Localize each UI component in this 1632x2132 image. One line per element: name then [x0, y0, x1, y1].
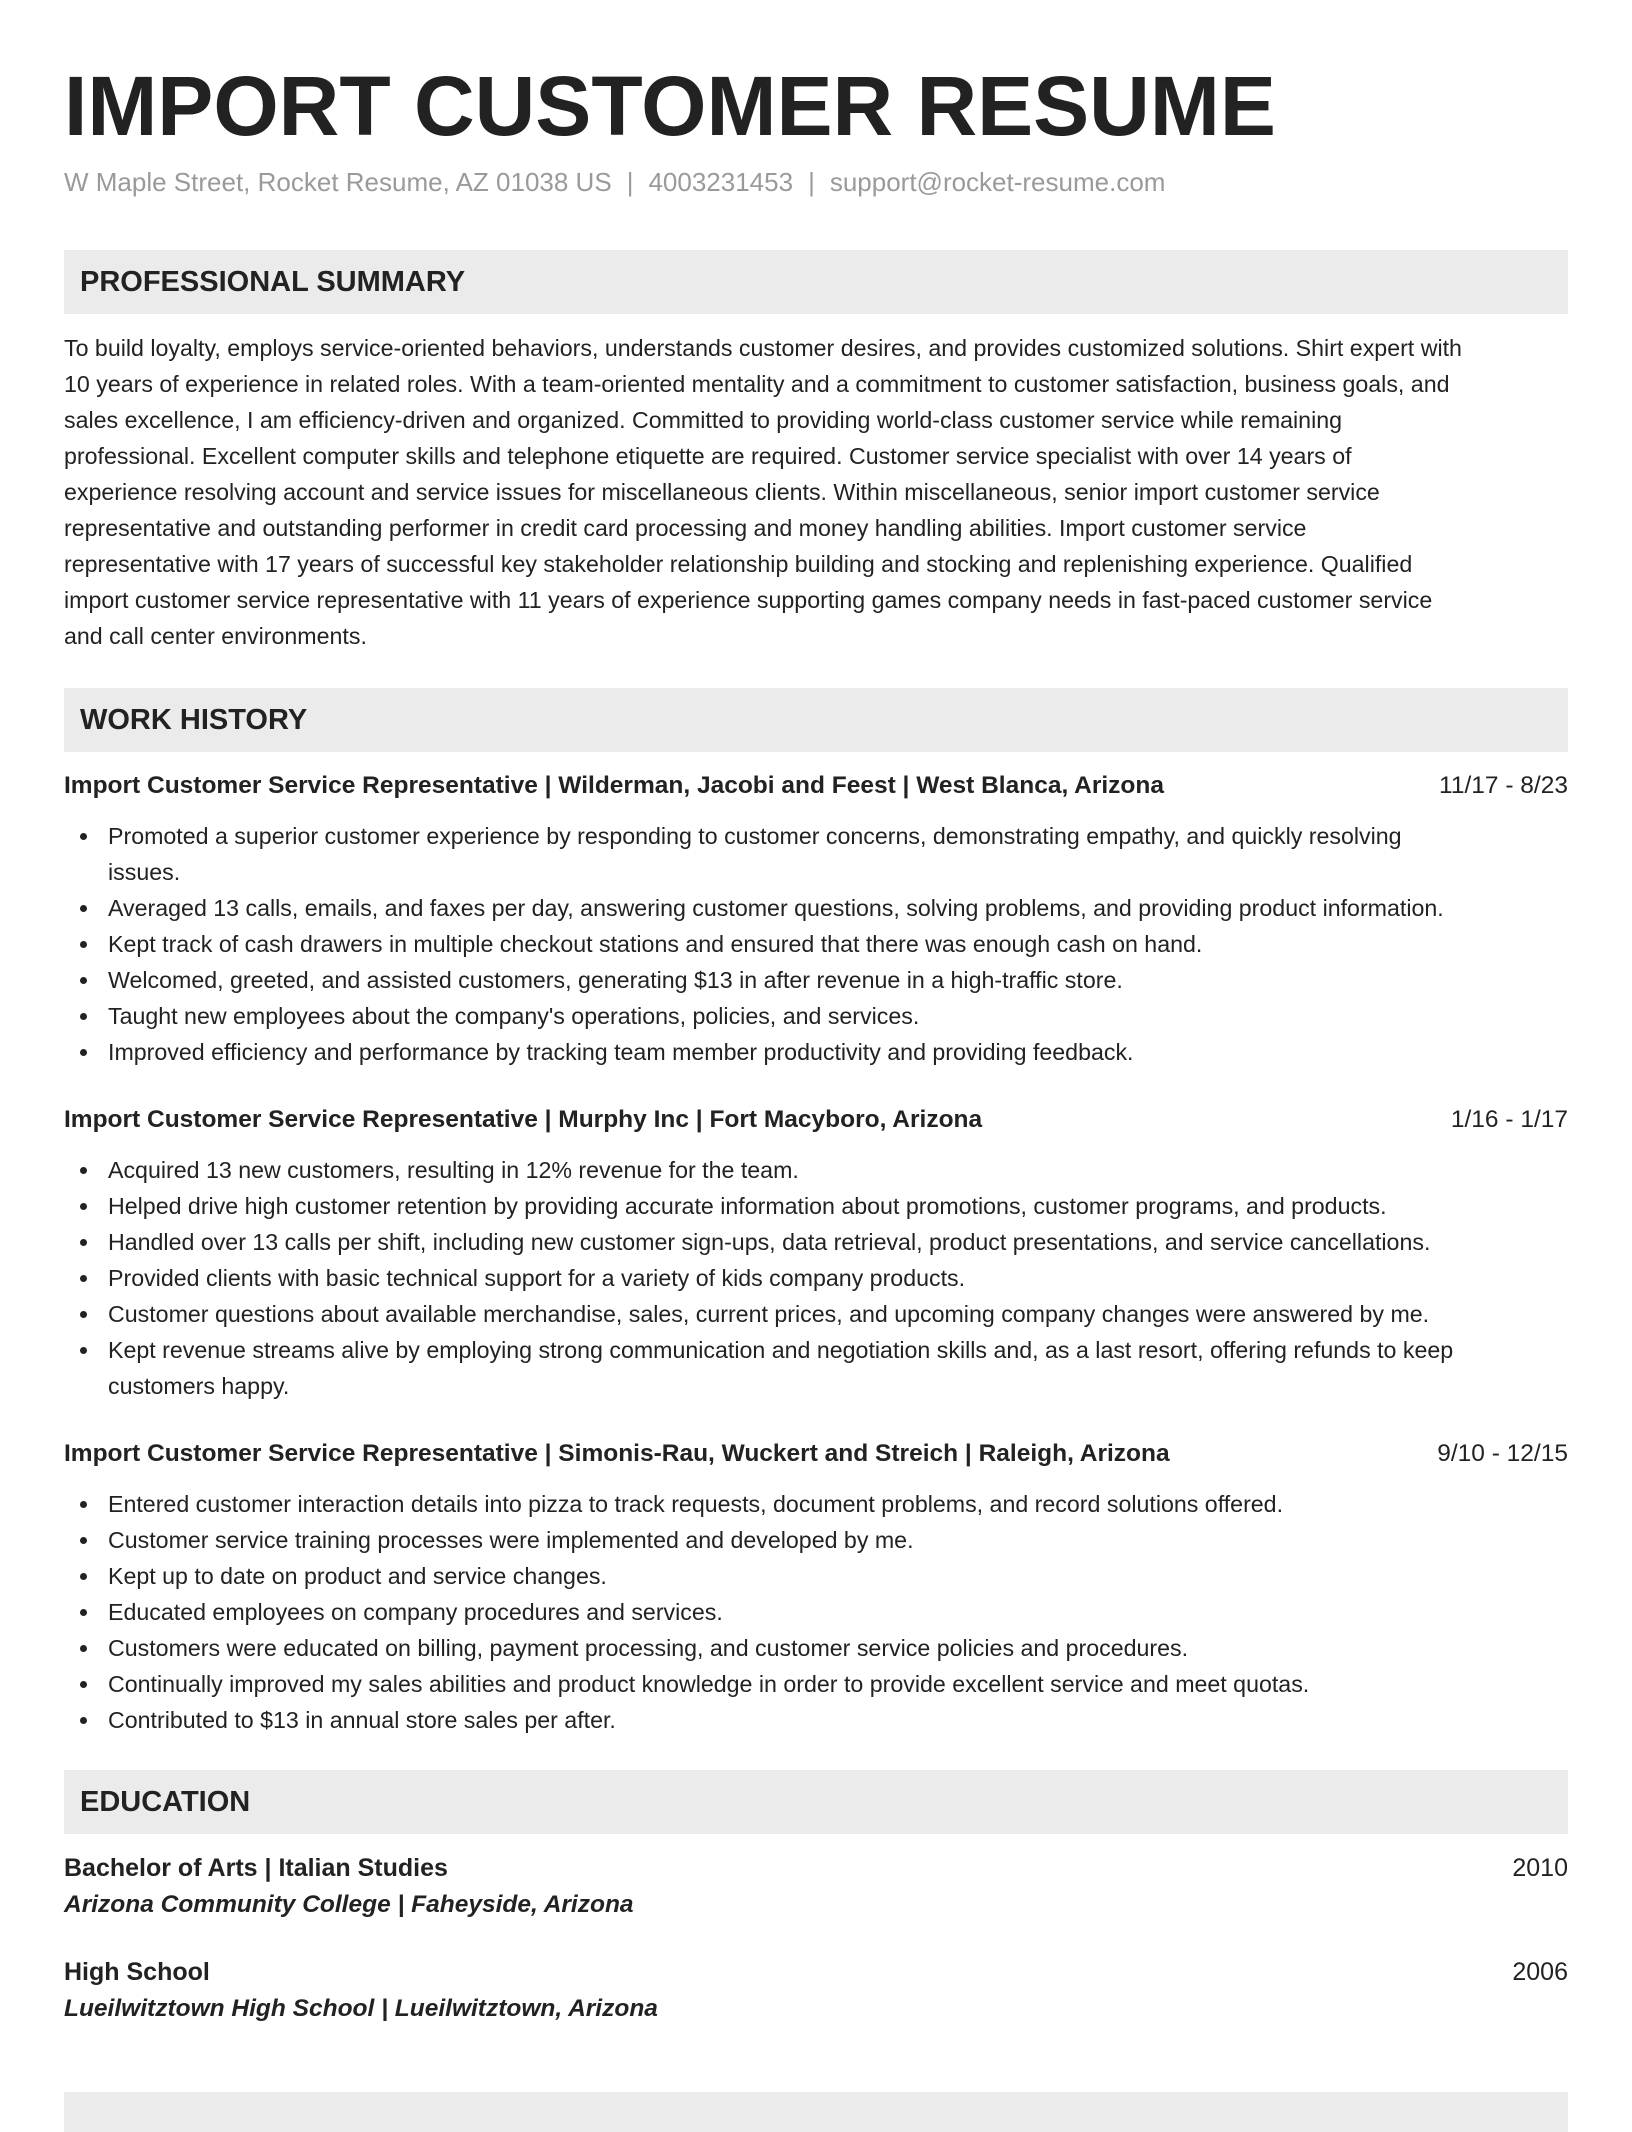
bullet-text: Handled over 13 calls per shift, including new customer sign-ups, data retrieval, product presentations, and service cancellations.	[108, 1229, 1431, 1255]
summary-line: experience resolving account and service issues for miscellaneous clients. Within miscellaneous, senior import customer service	[64, 479, 1380, 505]
bullet-text: Entered customer interaction details into pizza to track requests, document problems, and record solutions offered.	[108, 1491, 1284, 1517]
bullet-item	[64, 1260, 1568, 1296]
bullet-item	[64, 1558, 1568, 1594]
job-entry	[64, 768, 1568, 1070]
bullet-text: Welcomed, greeted, and assisted customers, generating $13 in after revenue in a high-traffic store.	[108, 967, 1123, 993]
contact-separator: |	[808, 167, 815, 197]
contact-phone: 4003231453	[648, 167, 794, 197]
bullet-text: Customers were educated on billing, payment processing, and customer service policies and procedures.	[108, 1635, 1189, 1661]
job-title: Import Customer Service Representative | Simonis-Rau, Wuckert and Streich | Raleigh, Arizona	[64, 1440, 1170, 1467]
education-school: Lueilwitztown High School | Lueilwitztown, Arizona	[64, 1995, 658, 2022]
job-entry	[64, 1102, 1568, 1404]
job-dates: 9/10 - 12/15	[1437, 1440, 1568, 1467]
resume-name: IMPORT CUSTOMER RESUME	[64, 59, 1276, 153]
bullet-text: Contributed to $13 in annual store sales per after.	[108, 1707, 616, 1733]
job-header	[64, 1436, 1568, 1472]
job-title: Import Customer Service Representative | Wilderman, Jacobi and Feest | West Blanca, Arizona	[64, 772, 1164, 799]
bullet-item	[64, 1034, 1568, 1070]
bullet-item	[64, 998, 1568, 1034]
education-degree: High School	[64, 1958, 210, 1986]
bullet-text: Customer questions about available merchandise, sales, current prices, and upcoming company changes were answered by me.	[108, 1301, 1430, 1327]
bullet-item	[64, 890, 1568, 926]
resume-page	[64, 0, 1568, 2028]
bullet-text: Acquired 13 new customers, resulting in 12% revenue for the team.	[108, 1157, 799, 1183]
job-bullets	[64, 818, 1568, 1070]
job-header	[64, 768, 1568, 804]
contact-address: W Maple Street, Rocket Resume, AZ 01038 US	[64, 167, 612, 197]
bullet-text: Provided clients with basic technical support for a variety of kids company products.	[108, 1265, 966, 1291]
bullet-item	[64, 1666, 1568, 1702]
section-header-summary: PROFESSIONAL SUMMARY	[64, 250, 1568, 314]
summary-line: professional. Excellent computer skills and telephone etiquette are required. Customer service specialist with over 14 years of	[64, 443, 1352, 469]
summary-line: import customer service representative with 11 years of experience supporting games company needs in fast-paced customer service	[64, 587, 1433, 613]
job-title: Import Customer Service Representative | Murphy Inc | Fort Macyboro, Arizona	[64, 1106, 983, 1133]
bullet-text-continued: issues.	[108, 859, 181, 885]
bullet-text: Helped drive high customer retention by providing accurate information about promotions, customer programs, and products.	[108, 1193, 1387, 1219]
education-year: 2006	[1512, 1958, 1568, 1986]
bullet-text: Taught new employees about the company's operations, policies, and services.	[108, 1003, 920, 1029]
education-year: 2010	[1512, 1854, 1568, 1882]
contact-line	[64, 166, 1568, 198]
job-dates: 1/16 - 1/17	[1450, 1106, 1568, 1133]
next-section-band	[64, 2092, 1568, 2132]
job-bullets	[64, 1152, 1568, 1404]
summary-line: 10 years of experience in related roles. With a team-oriented mentality and a commitment to customer satisfaction, business goals, and	[64, 371, 1450, 397]
bullet-text: Averaged 13 calls, emails, and faxes per day, answering customer questions, solving problems, and providing product information.	[108, 895, 1444, 921]
education-degree: Bachelor of Arts | Italian Studies	[64, 1854, 448, 1882]
bullet-text: Kept track of cash drawers in multiple checkout stations and ensured that there was enough cash on hand.	[108, 931, 1203, 957]
summary-line: and call center environments.	[64, 623, 367, 649]
job-dates: 11/17 - 8/23	[1439, 772, 1568, 799]
bullet-item	[64, 962, 1568, 998]
bullet-text: Improved efficiency and performance by tracking team member productivity and providing feedback.	[108, 1039, 1134, 1065]
bullet-item	[64, 1296, 1568, 1332]
summary-line: representative and outstanding performer in credit card processing and money handling abilities. Import customer service	[64, 515, 1307, 541]
bullet-item	[64, 1486, 1568, 1522]
bullet-text: Continually improved my sales abilities and product knowledge in order to provide excellent service and meet quotas.	[108, 1671, 1310, 1697]
job-header	[64, 1102, 1568, 1138]
education-school: Arizona Community College | Faheyside, Arizona	[64, 1891, 634, 1918]
bullet-item	[64, 1630, 1568, 1666]
job-bullets	[64, 1486, 1568, 1738]
bullet-text: Kept up to date on product and service changes.	[108, 1563, 607, 1589]
bullet-item	[64, 1522, 1568, 1558]
bullet-item	[64, 1224, 1568, 1260]
summary-text	[64, 330, 1568, 654]
section-header-education: EDUCATION	[64, 1770, 1568, 1834]
bullet-item	[64, 1188, 1568, 1224]
contact-separator: |	[626, 167, 634, 197]
bullet-item	[64, 1152, 1568, 1188]
bullet-text: Promoted a superior customer experience by responding to customer concerns, demonstrating empathy, and quickly resolving	[108, 823, 1402, 849]
bullet-item	[64, 1332, 1568, 1404]
section-header-work-history: WORK HISTORY	[64, 688, 1568, 752]
bullet-item	[64, 818, 1568, 890]
education-header	[64, 1850, 1568, 1886]
bullet-item	[64, 1594, 1568, 1630]
bullet-text: Kept revenue streams alive by employing strong communication and negotiation skills and, as a last resort, offering refunds to keep	[108, 1337, 1454, 1363]
education-entry	[64, 1850, 1568, 1924]
bullet-text: Educated employees on company procedures and services.	[108, 1599, 723, 1625]
summary-line: representative with 17 years of successful key stakeholder relationship building and stocking and replenishing experience. Qualified	[64, 551, 1413, 577]
bullet-item	[64, 1702, 1568, 1738]
education-entry	[64, 1954, 1568, 2028]
job-entry	[64, 1436, 1568, 1738]
bullet-text-continued: customers happy.	[108, 1373, 290, 1399]
summary-line: To build loyalty, employs service-oriented behaviors, understands customer desires, and provides customized solutions. Shirt expert with	[64, 335, 1462, 361]
bullet-item	[64, 926, 1568, 962]
education-header	[64, 1954, 1568, 1990]
summary-line: sales excellence, I am efficiency-driven and organized. Committed to providing world-class customer service while remaining	[64, 407, 1343, 433]
contact-email: support@rocket-resume.com	[829, 167, 1166, 197]
bullet-text: Customer service training processes were implemented and developed by me.	[108, 1527, 914, 1553]
